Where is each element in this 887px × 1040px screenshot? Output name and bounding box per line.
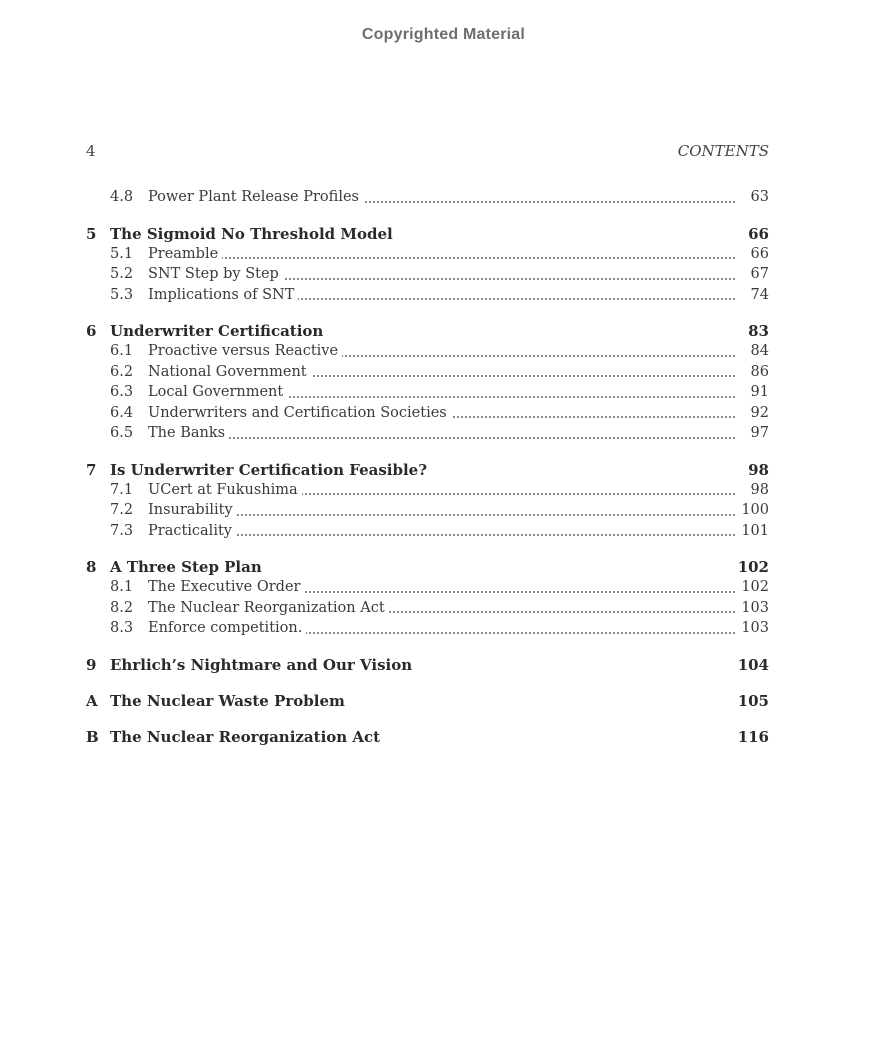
toc-chapter-9[interactable]: [86, 655, 769, 675]
section-page: 63: [750, 189, 769, 205]
section-title: SNT Step by Step: [148, 264, 735, 285]
section-page: 103: [741, 620, 769, 636]
section-number: 5.1: [110, 245, 134, 262]
chapter-page: 83: [748, 322, 769, 340]
chapter-title: A Three Step Plan: [110, 558, 262, 576]
section-number: 7.3: [110, 522, 134, 539]
chapter-number: 7: [86, 460, 97, 479]
section-title: Proactive versus Reactive: [148, 341, 735, 362]
copyright-watermark: Copyrighted Material: [361, 26, 526, 43]
section-page: 67: [750, 266, 769, 282]
section-page: 91: [750, 384, 769, 400]
chapter-title: Underwriter Certification: [110, 322, 324, 340]
toc-section-6-1[interactable]: [86, 341, 769, 362]
running-header-title: CONTENTS: [677, 142, 769, 160]
chapter-number: 5: [86, 224, 97, 243]
section-number: 4.8: [110, 189, 134, 205]
section-number: 7.2: [110, 502, 134, 518]
toc-section-7-3[interactable]: [86, 521, 769, 542]
section-title: UCert at Fukushima: [148, 480, 735, 501]
section-page: 84: [750, 343, 769, 359]
toc-section-4-8[interactable]: [86, 187, 769, 208]
section-page: 86: [750, 363, 769, 380]
section-title: National Government: [148, 362, 735, 383]
section-title: Insurability: [148, 500, 735, 521]
chapter-title: Ehrlich’s Nightmare and Our Vision: [110, 655, 413, 674]
toc-chapter-7[interactable]: [86, 460, 769, 480]
section-title: Enforce competition.: [148, 618, 735, 639]
chapter-number: 8: [86, 558, 97, 576]
toc-appendix-b[interactable]: [86, 727, 769, 747]
table-of-contents: [86, 187, 769, 747]
appendix-page: 116: [737, 727, 769, 746]
section-title: The Executive Order: [148, 577, 735, 598]
section-page: 98: [750, 481, 769, 498]
section-page: 92: [750, 404, 769, 421]
section-number: 5.3: [110, 286, 134, 303]
toc-section-8-2[interactable]: [86, 598, 769, 619]
toc-section-7-2[interactable]: [86, 500, 769, 521]
section-number: 5.2: [110, 266, 134, 282]
chapter-number: 6: [86, 322, 97, 340]
appendix-letter: B: [86, 727, 99, 746]
section-title: The Banks: [148, 423, 735, 444]
section-title: Power Plant Release Profiles: [148, 187, 735, 208]
section-page: 97: [750, 425, 769, 441]
section-number: 6.1: [110, 343, 134, 359]
toc-chapter-8[interactable]: [86, 557, 769, 577]
section-page: 101: [741, 522, 769, 539]
section-number: 6.2: [110, 363, 134, 380]
section-page: 74: [750, 286, 769, 303]
chapter-page: 66: [748, 224, 769, 243]
section-number: 7.1: [110, 481, 134, 498]
section-number: 8.3: [110, 620, 134, 636]
toc-chapter-5[interactable]: [86, 224, 769, 244]
section-title: Local Government: [148, 382, 735, 403]
toc-section-5-2[interactable]: [86, 264, 769, 285]
toc-section-7-1[interactable]: [86, 480, 769, 501]
chapter-title: Is Underwriter Certification Feasible?: [110, 460, 427, 479]
toc-section-6-4[interactable]: [86, 403, 769, 424]
toc-section-6-2[interactable]: [86, 362, 769, 383]
toc-section-5-3[interactable]: [86, 285, 769, 306]
chapter-page: 102: [737, 558, 769, 576]
appendix-title: The Nuclear Reorganization Act: [110, 727, 381, 746]
section-title: Underwriters and Certification Societies: [148, 403, 735, 424]
toc-section-8-1[interactable]: [86, 577, 769, 598]
chapter-number: 9: [86, 655, 97, 674]
section-number: 6.4: [110, 404, 134, 421]
section-number: 8.2: [110, 599, 134, 616]
section-title: The Nuclear Reorganization Act: [148, 598, 735, 619]
appendix-letter: A: [86, 691, 98, 710]
section-number: 8.1: [110, 579, 134, 595]
section-page: 103: [741, 599, 769, 616]
chapter-page: 104: [737, 655, 769, 674]
section-page: 102: [741, 579, 769, 595]
section-title: Practicality: [148, 521, 735, 542]
section-title: Implications of SNT: [148, 285, 735, 306]
page-number: 4: [86, 142, 96, 160]
section-number: 6.5: [110, 425, 134, 441]
running-header: [86, 142, 769, 164]
toc-section-8-3[interactable]: [86, 618, 769, 639]
section-page: 100: [741, 502, 769, 518]
chapter-page: 98: [748, 460, 769, 479]
section-title: Preamble: [148, 244, 735, 265]
section-number: 6.3: [110, 384, 134, 400]
toc-appendix-a[interactable]: [86, 691, 769, 711]
toc-chapter-6[interactable]: [86, 321, 769, 341]
chapter-title: The Sigmoid No Threshold Model: [110, 224, 393, 243]
toc-section-6-3[interactable]: [86, 382, 769, 403]
appendix-title: The Nuclear Waste Problem: [110, 691, 345, 710]
section-page: 66: [750, 245, 769, 262]
toc-section-5-1[interactable]: [86, 244, 769, 265]
appendix-page: 105: [737, 691, 769, 710]
toc-section-6-5[interactable]: [86, 423, 769, 444]
